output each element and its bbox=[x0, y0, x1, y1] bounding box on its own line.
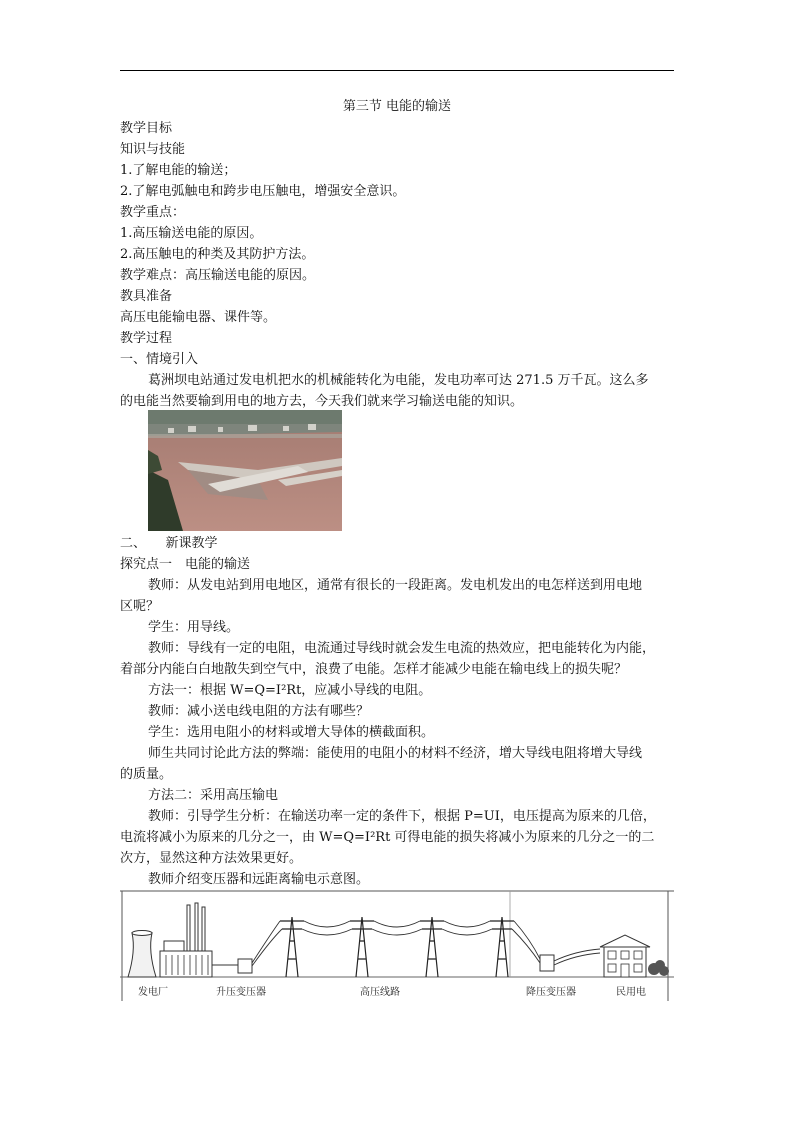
paragraph-line: 教师：导线有一定的电阻，电流通过导线时就会发生电流的热效应，把电能转化为内能， bbox=[148, 641, 656, 656]
key-point-2: 2.高压触电的种类及其防护方法。 bbox=[120, 247, 315, 262]
step-down-transformer-icon bbox=[540, 949, 600, 971]
cooling-tower-icon bbox=[128, 931, 156, 978]
heading-intro: 一、情境引入 bbox=[120, 352, 199, 367]
paragraph-line: 的电能当然要输到用电的地方去，今天我们就来学习输送电能的知识。 bbox=[120, 394, 524, 409]
inquiry-point-1: 探究点一 电能的输送 bbox=[120, 557, 251, 572]
label-step-down-transformer: 降压变压器 bbox=[526, 987, 576, 998]
power-transmission-diagram bbox=[120, 889, 674, 1001]
heading-knowledge-skills: 知识与技能 bbox=[120, 142, 186, 157]
transmission-tower-icon bbox=[280, 917, 304, 977]
power-plant-icon bbox=[160, 903, 212, 977]
header-rule bbox=[120, 70, 674, 71]
paragraph-line: 教师：减小送电线电阻的方法有哪些？ bbox=[148, 704, 370, 719]
paragraph-line: 葛洲坝电站通过发电机把水的机械能转化为电能，发电功率可达 271.5 万千瓦。这么多 bbox=[148, 373, 649, 388]
heading-key-points: 教学重点： bbox=[120, 205, 186, 220]
paragraph-line: 的质量。 bbox=[120, 767, 173, 782]
paragraph-line: 方法二：采用高压输电 bbox=[148, 788, 279, 803]
heading-teaching-process: 教学过程 bbox=[120, 331, 173, 346]
label-hv-line: 高压线路 bbox=[360, 987, 400, 998]
label-step-up-transformer: 升压变压器 bbox=[216, 987, 266, 998]
paragraph-line: 教师：引导学生分析：在输送功率一定的条件下，根据 P=UI，电压提高为原来的几倍， bbox=[148, 809, 656, 824]
label-power-plant: 发电厂 bbox=[138, 987, 168, 998]
paragraph-line: 着部分内能白白地散失到空气中，浪费了电能。怎样才能减少电能在输电线上的损失呢？ bbox=[120, 662, 628, 677]
paragraph-line: 学生：选用电阻小的材料或增大导体的横截面积。 bbox=[148, 725, 435, 740]
teaching-aids: 高压电能输电器、课件等。 bbox=[120, 310, 277, 325]
house-icon bbox=[600, 935, 669, 977]
key-point-1: 1.高压输送电能的原因。 bbox=[120, 226, 263, 241]
paragraph-line: 次方，显然这种方法效果更好。 bbox=[120, 851, 303, 866]
heading-teaching-goals: 教学目标 bbox=[120, 121, 173, 136]
paragraph-line: 教师：从发电站到用电地区，通常有很长的一段距离。发电机发出的电怎样送到用电地 bbox=[148, 578, 643, 593]
paragraph-line: 方法一：根据 W=Q=I²Rt，应减小导线的电阻。 bbox=[148, 683, 432, 698]
paragraph-line: 电流将减小为原来的几分之一，由 W=Q=I²Rt 可得电能的损失将减小为原来的几分之一的二 bbox=[120, 830, 655, 845]
paragraph-line: 教师介绍变压器和远距离输电示意图。 bbox=[148, 872, 370, 887]
gezhouba-dam-photo bbox=[148, 410, 342, 531]
section-title: 第三节 电能的输送 bbox=[342, 99, 452, 114]
paragraph-line: 学生：用导线。 bbox=[148, 620, 240, 635]
paragraph-line: 师生共同讨论此方法的弊端：能使用的电阻小的材料不经济，增大导线电阻将增大导线 bbox=[148, 746, 643, 761]
label-residential: 民用电 bbox=[616, 987, 646, 998]
transmission-tower-icon bbox=[420, 917, 444, 977]
goal-item-2: 2.了解电弧触电和跨步电压触电，增强安全意识。 bbox=[120, 184, 406, 199]
heading-new-lesson: 二、 新课教学 bbox=[120, 536, 218, 551]
heading-teaching-aids: 教具准备 bbox=[120, 289, 173, 304]
transmission-tower-icon bbox=[350, 917, 374, 977]
paragraph-line: 区呢？ bbox=[120, 599, 160, 614]
step-up-transformer-icon bbox=[212, 959, 252, 973]
goal-item-1: 1.了解电能的输送； bbox=[120, 163, 237, 178]
difficult-point: 教学难点：高压输送电能的原因。 bbox=[120, 268, 316, 283]
